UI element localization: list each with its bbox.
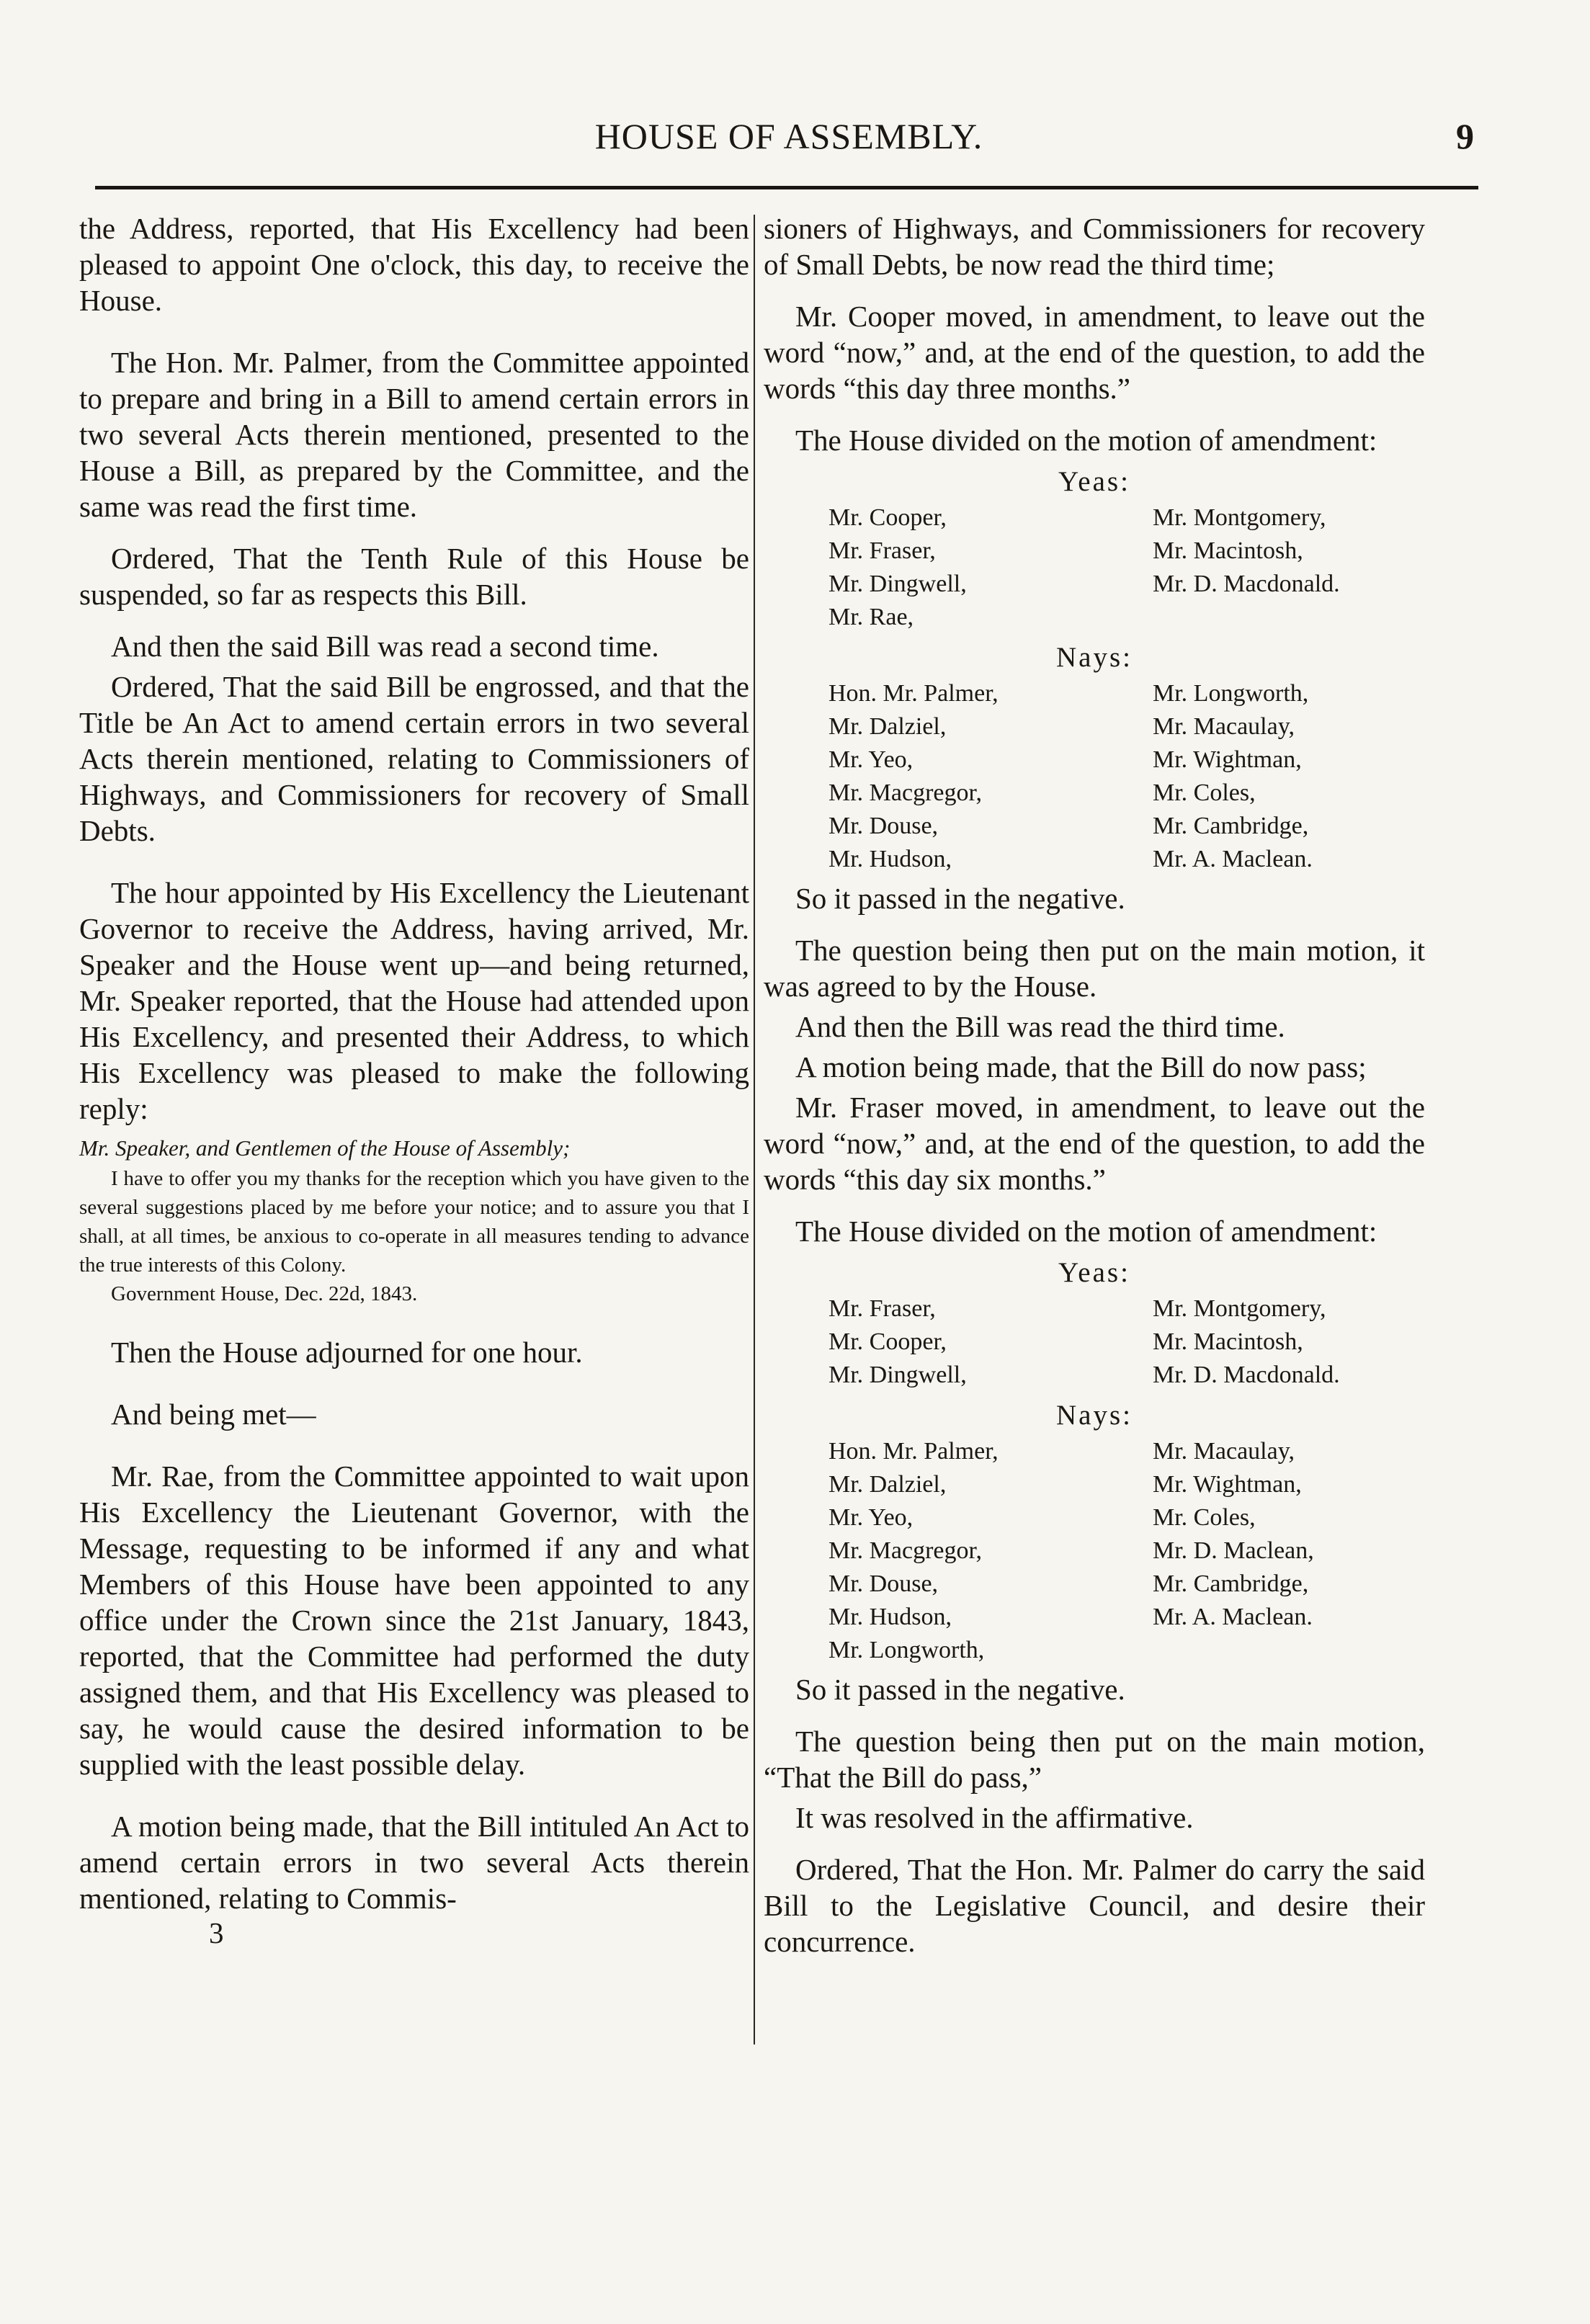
- paragraph: the Address, reported, that His Excellency had been pleased to appoint One o'clock, this day, to receive the House.: [79, 212, 749, 317]
- paragraph: A motion being made, that the Bill do now pass;: [795, 1050, 1367, 1083]
- member-name: Mr. Cooper,: [829, 1328, 947, 1355]
- paragraph: sioners of Highways, and Commissioners for recovery of Small Debts, be now read the third time;: [764, 212, 1425, 281]
- member-name: Mr. Dalziel,: [829, 713, 947, 740]
- member-name: Mr. Macintosh,: [1153, 537, 1303, 564]
- paragraph: The hour appointed by His Excellency the Lieutenant Governor to receive the Address, having arrived, Mr. Speaker and the House went up—and being returned, Mr. Speaker reported, that the House had attended upon His Excellency, and presented their Address, to which His Excellency was pleased to make the following reply:: [79, 876, 749, 1125]
- member-name: Mr. D. Maclean,: [1153, 1537, 1314, 1564]
- paragraph: Mr. Rae, from the Committee appointed to wait upon His Excellency the Lieutenant Governor, with the Message, requesting to be informed if any and what Members of this House have been appointed to any office under the Crown since the 21st January, 1843, reported, that the Committee had performed the duty assigned them, and that His Excellency was pleased to say, he would cause the desired information to be supplied with the least possible delay.: [79, 1460, 749, 1781]
- paragraph: And then the said Bill was read a second time.: [111, 630, 659, 663]
- signature-mark: 3: [209, 1916, 224, 1949]
- division-nays-list: [829, 677, 1425, 876]
- nays-heading: Nays:: [1056, 642, 1133, 673]
- member-name: Mr. Cambridge,: [1153, 813, 1309, 839]
- member-name: [1153, 601, 1477, 634]
- member-name: Mr. Macgregor,: [829, 1537, 982, 1564]
- paragraph: Ordered, That the said Bill be engrossed, and that the Title be An Act to amend certain errors in two several Acts therein mentioned, relating to Commissioners of Highways, and Commissioners for recovery of Small Debts.: [79, 670, 749, 847]
- member-name: Mr. Yeo,: [829, 1504, 914, 1531]
- member-name: Mr. Fraser,: [829, 537, 936, 564]
- member-name: Mr. Fraser,: [829, 1295, 936, 1322]
- paragraph: Ordered, That the Hon. Mr. Palmer do carry the said Bill to the Legislative Council, and desire their concurrence.: [764, 1853, 1425, 1958]
- member-name: Mr. Macaulay,: [1153, 713, 1295, 740]
- member-name: Mr. Dingwell,: [829, 571, 967, 597]
- member-name: Mr. Macintosh,: [1153, 1328, 1303, 1355]
- member-name: Mr. Hudson,: [829, 846, 952, 872]
- member-name: Mr. Coles,: [1153, 779, 1256, 806]
- paragraph: And being met—: [111, 1398, 316, 1431]
- member-name: Mr. Montgomery,: [1153, 1295, 1326, 1322]
- running-header: [94, 115, 1484, 173]
- member-name: [1153, 1634, 1477, 1667]
- member-name: Mr. Douse,: [829, 813, 939, 839]
- paragraph: Ordered, That the Tenth Rule of this House be suspended, so far as respects this Bill.: [79, 542, 749, 611]
- paragraph: The question being then put on the main motion, “That the Bill do pass,”: [764, 1725, 1425, 1794]
- division-yeas-list: [829, 1292, 1425, 1392]
- member-name: Mr. Dalziel,: [829, 1471, 947, 1498]
- yeas-heading: Yeas:: [1058, 1257, 1130, 1288]
- reply-dateline: Government House, Dec. 22d, 1843.: [111, 1282, 418, 1305]
- reply-text: I have to offer you my thanks for the reception which you have given to the several suggestions placed by me before your notice; and to assure you that I shall, at all times, be anxious to co-operate in all measures tending to advance the true interests of this Colony.: [79, 1167, 749, 1277]
- member-name: Hon. Mr. Palmer,: [829, 1438, 999, 1465]
- page-number: 9: [1456, 116, 1474, 156]
- reply-salutation: Mr. Speaker, and Gentlemen of the House of Assembly;: [79, 1135, 571, 1161]
- member-name: Mr. A. Maclean.: [1153, 1604, 1313, 1630]
- paragraph: Mr. Fraser moved, in amendment, to leave out the word “now,” and, at the end of the question, to add the words “this day six months.”: [764, 1091, 1425, 1196]
- member-name: Mr. Longworth,: [1153, 680, 1309, 707]
- member-name: Mr. Douse,: [829, 1570, 939, 1597]
- paragraph: A motion being made, that the Bill intituled An Act to amend certain errors in two several Acts therein mentioned, relating to Commis-: [79, 1810, 749, 1915]
- paragraph: The Hon. Mr. Palmer, from the Committee appointed to prepare and bring in a Bill to amend certain errors in two several Acts therein mentioned, presented to the House a Bill, as prepared by the Committee, and the same was read the first time.: [79, 346, 749, 523]
- member-name: Mr. Yeo,: [829, 746, 914, 773]
- page-header-title: HOUSE OF ASSEMBLY.: [594, 116, 983, 156]
- member-name: Mr. Wightman,: [1153, 1471, 1302, 1498]
- paragraph: So it passed in the negative.: [795, 1673, 1125, 1706]
- member-name: Mr. Montgomery,: [1153, 504, 1326, 531]
- member-name: Mr. Cooper,: [829, 504, 947, 531]
- member-name: Mr. Rae,: [829, 604, 914, 630]
- paragraph: The House divided on the motion of amendment:: [795, 424, 1377, 457]
- member-name: Mr. Dingwell,: [829, 1362, 967, 1388]
- member-name: Mr. Longworth,: [829, 1637, 985, 1663]
- paragraph: So it passed in the negative.: [795, 882, 1125, 915]
- member-name: Mr. Hudson,: [829, 1604, 952, 1630]
- paragraph: The question being then put on the main motion, it was agreed to by the House.: [764, 934, 1425, 1003]
- member-name: Hon. Mr. Palmer,: [829, 680, 999, 707]
- header-rule: [95, 186, 1478, 189]
- member-name: Mr. Cambridge,: [1153, 1570, 1309, 1597]
- column-divider: [754, 215, 755, 2044]
- right-column: [764, 210, 1425, 1959]
- yeas-heading: Yeas:: [1058, 466, 1130, 497]
- division-nays-list: [829, 1435, 1425, 1667]
- paragraph: And then the Bill was read the third time.: [795, 1010, 1285, 1043]
- member-name: Mr. Macaulay,: [1153, 1438, 1295, 1465]
- member-name: Mr. D. Macdonald.: [1153, 1362, 1340, 1388]
- paragraph: The House divided on the motion of amendment:: [795, 1215, 1377, 1248]
- paragraph: Mr. Cooper moved, in amendment, to leave out the word “now,” and, at the end of the question, to add the words “this day three months.”: [764, 300, 1425, 405]
- member-name: Mr. A. Maclean.: [1153, 846, 1313, 872]
- nays-heading: Nays:: [1056, 1400, 1133, 1431]
- member-name: Mr. Coles,: [1153, 1504, 1256, 1531]
- division-yeas-list: [829, 501, 1425, 634]
- member-name: Mr. D. Macdonald.: [1153, 571, 1340, 597]
- paragraph: Then the House adjourned for one hour.: [111, 1336, 583, 1369]
- member-name: Mr. Macgregor,: [829, 779, 982, 806]
- paragraph: It was resolved in the affirmative.: [795, 1801, 1194, 1834]
- member-name: Mr. Wightman,: [1153, 746, 1302, 773]
- left-column: [79, 210, 749, 1949]
